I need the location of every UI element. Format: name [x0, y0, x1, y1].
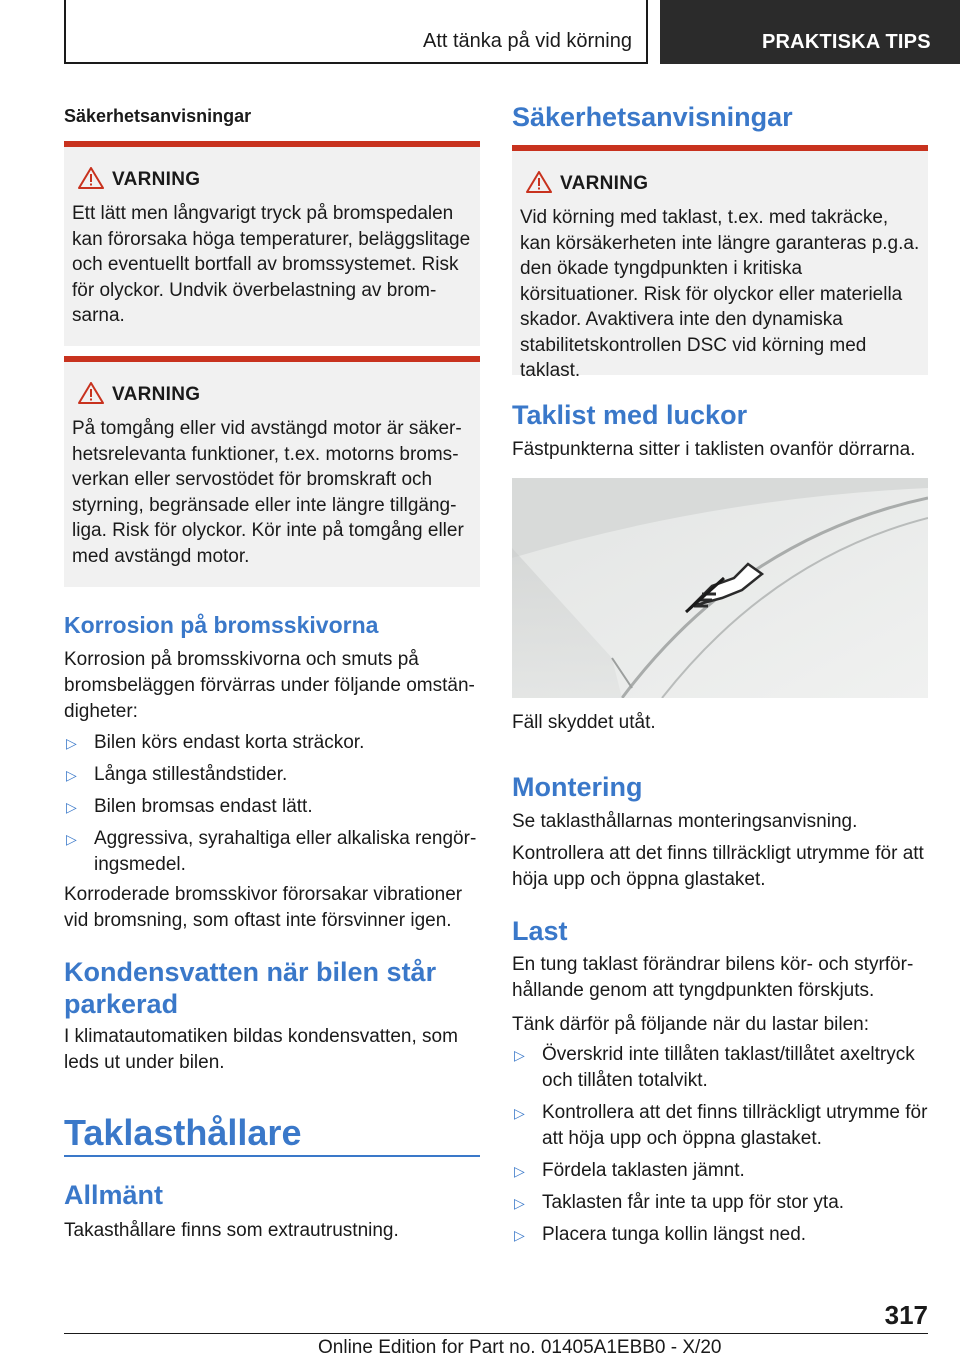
warning-triangle-icon [78, 167, 104, 189]
load-list [512, 1042, 928, 1254]
triangle-bullet-icon: ▷ [514, 1105, 525, 1121]
page-number: 317 [884, 1300, 928, 1330]
corrosion-outro: Korroderade bromsskivor förorsakar vibrationer vid bromsning, som oftast inte försvinner igen. [64, 884, 463, 931]
mounting-heading: Montering [512, 772, 643, 802]
roof-strip-illustration [512, 478, 928, 698]
load-heading: Last [512, 916, 568, 946]
footer-edition: Online Edition for Part no. 01405A1EBB0 - X/20 [318, 1337, 722, 1358]
triangle-bullet-icon: ▷ [66, 799, 77, 815]
corrosion-intro: Korrosion på bromsskivorna och smuts på bromsbeläggen förvärras under följande omständigheter: [64, 649, 475, 722]
list-item: ▷ Aggressiva, syrahaltiga eller alkaliska rengöringsmedel. [66, 828, 477, 875]
general-heading: Allmänt [64, 1180, 164, 1210]
roof-strip-heading: Taklist med luckor [512, 400, 748, 430]
load-p2: Tänk därför på följande när du lastar bilen: [512, 1014, 869, 1035]
roof-rack-text: Takasthållare finns som extrautrustning. [64, 1220, 399, 1241]
warning-triangle-icon [526, 171, 552, 193]
mounting-p1: Se taklasthållarnas monteringsanvisning. [512, 811, 858, 832]
header-section-box [64, 0, 648, 64]
list-item: ▷ Bilen bromsas endast lätt. [64, 794, 480, 820]
list-item: ▷ Fördela taklasten jämnt. [512, 1158, 928, 1184]
warning-box-roof-load [512, 145, 928, 381]
triangle-bullet-icon: ▷ [514, 1163, 525, 1179]
list-item: ▷ Taklasten får inte ta upp för stor yta. [512, 1190, 928, 1216]
triangle-bullet-icon: ▷ [514, 1227, 525, 1243]
triangle-bullet-icon: ▷ [66, 831, 77, 847]
header-chapter-title: PRAKTISKA TIPS [762, 31, 931, 53]
roof-strip-photo [512, 478, 928, 698]
warning-box-brake-pedal [64, 141, 480, 346]
corrosion-heading: Korrosion på bromsskivorna [64, 612, 379, 638]
warning-title: VARNING [112, 169, 201, 190]
warning-text: På tomgång eller vid avstängd motor är säkerhetsrelevanta funktioner, t.ex. motorns bromsverkan eller servostödet för bromskraft och styrning, begränsade eller inte längre tillgängliga. Risk för olyckor. Kör inte på tomgång eller med avstängd motor. [72, 418, 464, 567]
condensation-text: I klimatautomatiken bildas kondensvatten, som leds ut under bilen. [64, 1026, 458, 1073]
list-item: ▷ Placera tunga kollin längst ned. [512, 1222, 928, 1248]
warning-box-idle-engine [64, 356, 480, 587]
warning-triangle-icon [78, 382, 104, 404]
list-item: ▷ Överskrid inte tillåten taklast/tillåtet axeltryck och tillåten totalvikt. [514, 1044, 915, 1091]
warning-text: Ett lätt men långvarigt tryck på bromspedalen kan förorsaka höga temperaturer, beläggslitage och eventuellt bortfall av bromssystemet. Risk för olyckor. Undvik överbelastning av bromsarna. [72, 203, 471, 326]
safety-heading: Säkerhetsanvisningar [512, 102, 793, 132]
warning-title: VARNING [560, 173, 649, 194]
footer-divider [64, 1333, 928, 1334]
load-p1: En tung taklast förändrar bilens kör- och styrförhållande genom att tyngdpunkten förskjuts. [512, 954, 914, 1001]
triangle-bullet-icon: ▷ [66, 767, 77, 783]
list-item: ▷ Kontrollera att det finns tillräckligt utrymme för att höja upp och öppna glastaket. [514, 1102, 928, 1149]
corrosion-list [64, 730, 480, 884]
header-chapter-tab [660, 0, 960, 64]
triangle-bullet-icon: ▷ [66, 735, 77, 751]
roof-strip-text: Fästpunkterna sitter i taklisten ovanför dörrarna. [512, 439, 916, 460]
safety-small-heading: Säkerhetsanvisningar [64, 106, 252, 126]
condensation-heading: Kondensvatten när bilen står parkerad [64, 957, 437, 1019]
roof-rack-heading: Taklasthållare [64, 1112, 302, 1153]
after-image-text: Fäll skyddet utåt. [512, 712, 656, 733]
triangle-bullet-icon: ▷ [514, 1195, 525, 1211]
list-item: ▷ Bilen körs endast korta sträckor. [64, 730, 480, 756]
warning-text: Vid körning med taklast, t.ex. med takräcke, kan körsäkerheten inte längre garanteras p.g.a. den ökade tyngdpunkten i kritiska körsituationer. Risk för olyckor eller materiella skador. Avaktivera inte den dynamiska stabilitetskontrollen DSC vid körning med taklast. [520, 207, 920, 381]
header-section-title: Att tänka på vid körning [422, 30, 632, 52]
heading-divider [64, 1155, 480, 1157]
list-item: ▷ Långa stilleståndstider. [64, 762, 480, 788]
mounting-p2: Kontrollera att det finns tillräckligt utrymme för att höja upp och öppna glastaket. [512, 843, 924, 890]
warning-title: VARNING [112, 384, 201, 405]
triangle-bullet-icon: ▷ [514, 1047, 525, 1063]
